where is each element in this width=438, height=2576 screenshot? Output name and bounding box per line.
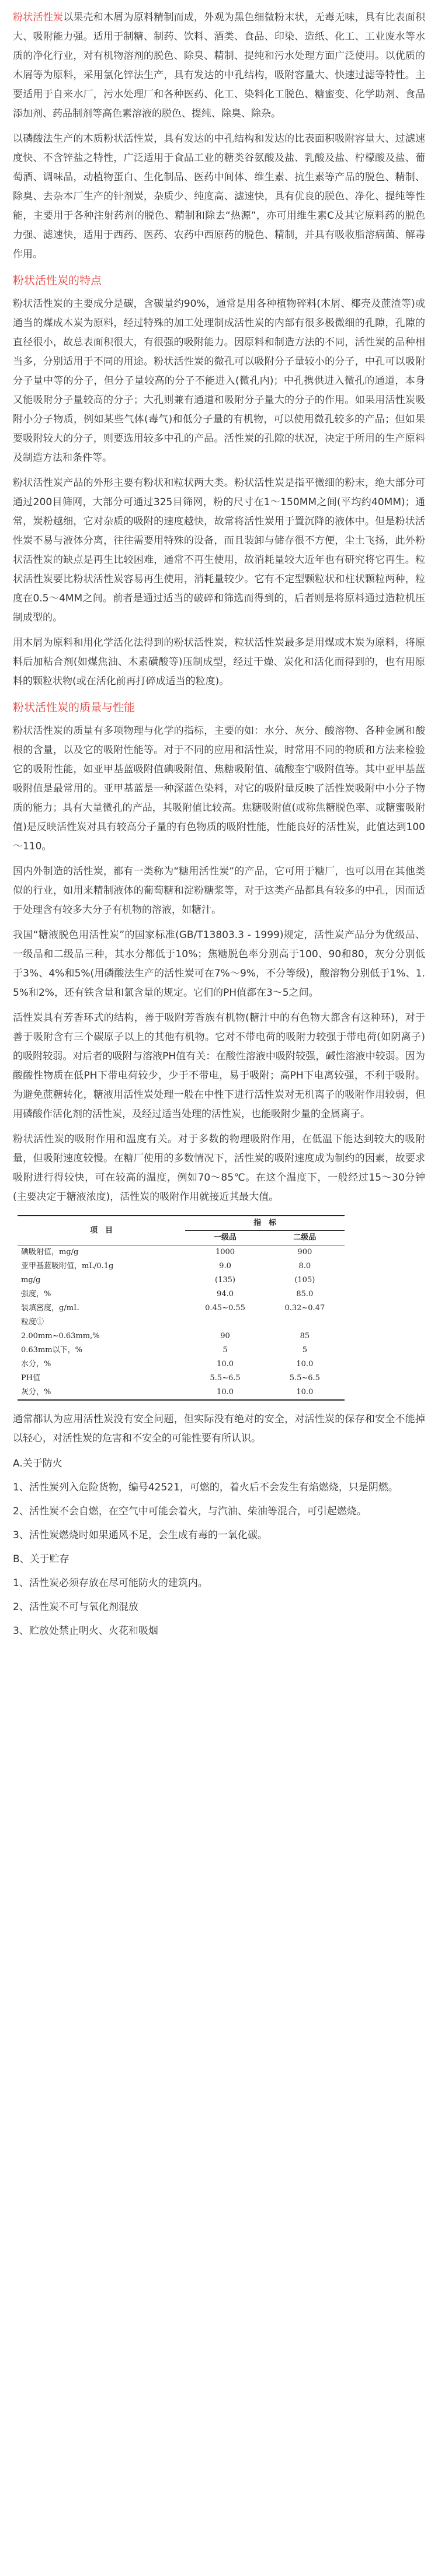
safety-item: B、关于贮存 — [13, 1553, 69, 1565]
quality-paragraph-1: 粉状活性炭的质量有多项物理与化学的指标，主要的如：水分、灰分、酸溶物、各种金属和酸根的含量，以及它的吸附性能等。对于不同的应用和活性炭，时常用不同的物质和方法来检验它的吸附性能，如亚甲基蓝吸附值碘吸附值、焦糖吸附值、硫酸奎宁吸附值等。其中亚甲基蓝吸附值是最常用的。亚甲基蓝是一种深蓝色染料，对它的吸附量反映了活性炭吸附中小分子物质的能力；具有大量微孔的产品，其吸附值比较高。焦糖吸附值(或称焦糖脱色率、或糖蜜吸附值)是反映活性炭对具有较高分子量的有色物质的吸附性能，性能良好的活性炭，此值达到100～110。 — [13, 725, 425, 852]
table-cell-first-grade: 10.0 — [217, 1360, 234, 1368]
table-cell-item: 粒度① — [21, 1318, 44, 1326]
quality-paragraph-4: 活性炭具有芳香环式的结构，善于吸附芳香族有机物(糖汁中的有色物大都含有这种环)，对于善于吸附含有三个碳原子以上的其他有机物。它对不带电荷的吸附力较强于带电荷(如阴离子)的吸附较弱。对后者的吸附与溶液PH值有关：在酸性溶液中吸附较强，碱性溶液中较弱。因为酸酸性物质在低PH下带电荷较少，少于不带电，易于吸附；高PH下电离较强，不利于吸附。为避免蔗糖转化，糖液用活性炭处理一般在中性下进行活性炭对无机离子的吸附作用较弱，但用磷酸作活化剂的活性炭，及经过适当处理的活性炭，也能吸附少量的金属离子。 — [13, 1012, 425, 1120]
features-paragraph-3: 用木屑为原料和用化学活化法得到的粉状活性炭，粒状活性炭最多是用煤或木炭为原料，将原料后加粘合剂(如煤焦油、木素磺酸等)压制成型，经过干燥、炭化和活化而得到的，也有用原料的颗粒状物(或在活化前再打碎成适当的粒度)。 — [13, 637, 425, 687]
table-cell-item: mg/g — [21, 1276, 41, 1284]
intro-keyword: 粉状活性炭 — [13, 12, 64, 23]
table-row — [18, 1357, 345, 1371]
table-cell-item: 装填密度，g/mL — [21, 1304, 79, 1312]
table-row — [18, 1329, 345, 1343]
section-heading-quality: 粉状活性炭的质量与性能 — [13, 701, 135, 714]
table-cell-first-grade: 5 — [223, 1346, 228, 1354]
table-cell-second-grade: 85 — [300, 1332, 310, 1340]
table-cell-second-grade: 10.0 — [296, 1360, 314, 1368]
table-cell-item: PH值 — [21, 1374, 41, 1382]
table-cell-second-grade: 8.0 — [298, 1262, 311, 1270]
table-cell-first-grade: 0.45~0.55 — [205, 1304, 245, 1312]
table-row — [18, 1273, 345, 1287]
table-cell-second-grade: 5 — [302, 1346, 307, 1354]
table-cell-item: 灰分，% — [18, 1385, 185, 1400]
table-row — [18, 1301, 345, 1315]
table-row — [18, 1343, 345, 1357]
quality-paragraph-2: 国内外制造的活性炭，都有一类称为“糖用活性炭”的产品，它可用于糖厂，也可以用在其他类似的行业，如用来精制液体的葡萄糖和淀粉糖浆等，对于这类产品都具有较多的中孔，因而适于处理含有较多大分子有机物的溶液，如糖汁。 — [13, 866, 425, 916]
table-cell-item: 亚甲基蓝吸附值，mL/0.1g — [21, 1262, 114, 1270]
safety-list — [13, 1454, 425, 1641]
safety-paragraph: 通常都认为应用活性炭没有安全问题，但实际没有绝对的安全，对活性炭的保存和安全不能掉以轻心，对活性炭的危害和不安全的可能性要有所认识。 — [13, 1413, 425, 1444]
table-header-second-grade: 二级品 — [265, 1231, 345, 1245]
quality-paragraph-3: 我国“糖液脱色用活性炭”的国家标准(GB/T13803.3 - 1999)规定，活性炭产品分为优级品、一级品和二级品三种，其水分都低于10%；焦糖脱色率分别高于100、90和80，灰分分别低于3%、4%和5%(用磷酸法生产的活性炭可在7%～9%，不分等级)，酸溶物分别低于1%、1.5%和2%，还有铁含量和氯含量的规定。它们的PH值都在3～5之间。 — [13, 929, 425, 999]
table-header-first-grade: 一级品 — [185, 1231, 265, 1245]
features-paragraph-1: 粉状活性炭的主要成分是碳，含碳量约90%，通常是用各种植物碎料(木屑、椰壳及蔗渣等)或通当的煤成木炭为原料，经过特殊的加工处理制成活性炭的内部有很多极微细的孔隙，孔隙的直径很小，故总表面积很大，有很强的吸附能力。因原料和制造方法的不同，活性炭的品种相当多，分别适用于不同的用途。粉状活性炭的微孔可以吸附分子量较小的分子，中孔可以吸附分子量中等的分子，但分子量较高的分子不能进入(微孔内)；中孔携供进入微孔的通道，本身又能吸附分子量较高的分子；大孔则兼有通道和吸附分子量大的分子的作用。如果用活性炭吸附小分子物质，例如某些气体(毒气)和低分子量的有机物，可以使用微孔较多的产品；但如果要吸附较大的分子，则要选用较多中孔的产品。活性炭的孔隙的状况，决定于所用的生产原料及制造方法和条件等。 — [13, 298, 425, 464]
table-row — [18, 1245, 345, 1260]
table-cell-second-grade: 10.0 — [265, 1385, 345, 1400]
safety-item: 3、贮放处禁止明火、火花和吸烟 — [13, 1625, 158, 1637]
table-cell-first-grade: (135) — [215, 1276, 235, 1284]
spec-table-body — [18, 1245, 345, 1401]
table-cell-second-grade — [265, 1315, 345, 1329]
safety-item: 2、活性炭不会自燃，在空气中可能会着火，与汽油、柴油等混合，可引起燃烧。 — [13, 1506, 367, 1517]
quality-paragraph-5: 粉状活性炭的吸附作用和温度有关。对于多数的物理吸附作用，在低温下能达到较大的吸附量，但吸附速度较慢。在糖厂使用的多数情况下，活性炭的吸附速度成为制约的因素，故要求吸附进行得较快，可在较高的温度，例如70～85℃。在这个温度下，一般经过15～30分钟(主要决定于糖液浓度)，活性炭的吸附作用就接近其最大值。 — [13, 1133, 425, 1203]
safety-item: 2、活性炭不可与氧化剂混放 — [13, 1601, 138, 1613]
table-row — [18, 1371, 345, 1385]
table-cell-first-grade — [185, 1315, 265, 1329]
table-cell-item: 水分，% — [21, 1360, 51, 1368]
spec-table-wrapper — [13, 1215, 425, 1401]
table-cell-first-grade: 9.0 — [219, 1262, 231, 1270]
safety-item: 1、活性炭列入危险货物，编号42521，可燃的，着火后不会发生有焰燃烧，只是阴燃。 — [13, 1482, 398, 1493]
intro-paragraph-2: 以磷酸法生产的木质粉状活性炭，具有发达的中孔结构和发达的比表面积吸附容量大、过滤速度快、不含锌盐之特性，广泛适用于食品工业的糖类谷氨酸及盐、乳酸及盐、柠檬酸及盐、葡萄酒、调味品，动植物蛋白、生化制品、医药中间体、维生素、抗生素等产品的脱色、精制、除臭、去杂本厂生产的针剂炭，杂质少、纯度高、滤速快，具有优良的脱色、净化、提纯等性能，主要用于各种注射药剂的脱色、精制和除去“热源”，亦可用维生素C及其它原料药的脱色力强、滤速快，适用于西药、医药、农药中西原药的脱色、精制，并具有吸收脂溶病菌、解毒作用。 — [13, 133, 425, 260]
table-cell-second-grade: (105) — [294, 1276, 315, 1284]
spec-table — [18, 1215, 345, 1401]
safety-item: 1、活性炭必须存放在尽可能防火的建筑内。 — [13, 1577, 208, 1589]
table-cell-second-grade: 0.32~0.47 — [284, 1304, 325, 1312]
table-cell-item: 0.63mm以下，% — [21, 1346, 82, 1354]
table-cell-item: 2.00mm~0.63mm,% — [21, 1332, 100, 1340]
table-cell-first-grade: 1000 — [215, 1248, 235, 1256]
table-cell-first-grade: 90 — [220, 1332, 230, 1340]
table-cell-item: 强度，% — [21, 1290, 51, 1298]
table-row — [18, 1287, 345, 1301]
table-row — [18, 1315, 345, 1329]
table-row — [18, 1259, 345, 1273]
table-header-index: 指 标 — [185, 1216, 345, 1231]
intro-paragraph — [13, 8, 425, 124]
table-row — [18, 1385, 345, 1400]
table-cell-first-grade: 10.0 — [185, 1385, 265, 1400]
table-cell-second-grade: 85.0 — [296, 1290, 314, 1298]
features-paragraph-2: 粉状活性炭产品的外形主要有粉状和粒状两大类。粉状活性炭是指平微细的粉末，绝大部分可通过200目筛网，大部分可通过325目筛网，粉的尺寸在1～150MM之间(平均约40MM)；通常，炭粉越细，它对杂质的吸附的速度越快，故常将活性炭用于置沉降的液体中。但是粉状活性炭不易与液体分离，往往需要用特殊的设备，而且装卸与储存很不方便，尘土飞扬，此外粉状活性炭的缺点是再生比较困难，通常不再生使用，故消耗量较大近年也有研究将它再生。粒状活性炭要比粉状活性炭容易再生使用，消耗量较少。它有不定型颗粒状和柱状颗粒两种，粒度在0.5～4MM之间。前者是通过适当的破碎和筛选而得到的，后者则是将原料通过造粒机压制成型的。 — [13, 477, 425, 624]
table-header-item: 项 目 — [18, 1216, 185, 1245]
table-cell-item: 碘吸附值，mg/g — [21, 1248, 79, 1256]
table-cell-first-grade: 5.5~6.5 — [210, 1374, 241, 1382]
table-cell-second-grade: 5.5~6.5 — [289, 1374, 320, 1382]
safety-item: 3、活性炭燃烧时如果通风不足，会生成有毒的一氧化碳。 — [13, 1530, 267, 1541]
section-heading-features: 粉状活性炭的特点 — [13, 274, 102, 287]
table-cell-first-grade: 94.0 — [217, 1290, 234, 1298]
safety-item: A.关于防火 — [13, 1458, 62, 1469]
intro-text: 以果壳和木屑为原料精制而成，外观为黑色细微粉末状，无毒无味，具有比表面积大、吸附能力强。适用于制糖、制药、饮料、酒类、食品、印染、造纸、化工、工业废水等水质的净化行业，对有机物溶剂的脱色、除臭、精制、提纯和污水处理方面广泛使用。以优质的木屑等为原料，采用氯化锌法生产，具有发达的中孔结构，吸附容量大、快速过滤等特性。主要适用于自来水厂，污水处理厂和各种医药、化工、染料化工脱色、糖蜜变、化学助剂、食品添加剂、药品制剂等高色素溶液的脱色、提纯、除臭、除杂。 — [13, 12, 425, 120]
table-cell-second-grade: 900 — [297, 1248, 312, 1256]
